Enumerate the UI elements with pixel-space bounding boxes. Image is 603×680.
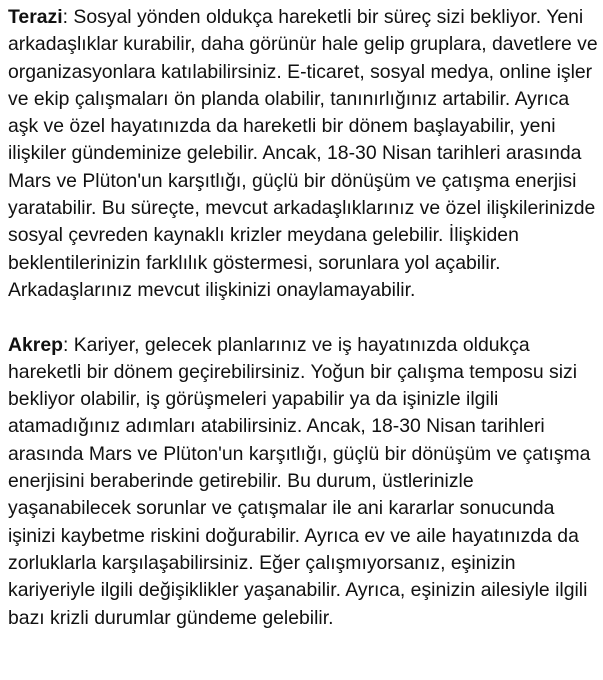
horoscope-text-akrep: Kariyer, gelecek planlarınız ve iş hayatınızda oldukça hareketli bir dönem geçirebilirsiniz. Yoğun bir çalışma temposu sizi bekliyor olabilir, iş görüşmeleri yapabilir ya da işinizle ilgili atamadığınız adımları atabilirsiniz. Ancak, 18-30 Nisan tarihleri arasında Mars ve Plüton'un karşıtlığı, güçlü bir dönüşüm ve çatışma enerjisini beraberinde getirebilir. Bu durum, üstlerinizle yaşanabilecek sorunlar ve çatışmalar ile ani kararlar sonucunda işinizi kaybetme riskini doğurabilir. Ayrıca ev ve aile hayatınızda da zorluklarla karşılaşabilirsiniz. Eğer çalışmıyorsanız, eşinizin kariyeriyle ilgili değişiklikler yaşanabilir. Ayrıca, eşinizin ailesiyle ilgili bazı krizli durumlar gündeme gelebilir. xyxy=(8,333,591,629)
sign-separator: : xyxy=(62,6,74,28)
sign-separator: : xyxy=(62,333,74,356)
horoscope-paragraph-terazi xyxy=(8,4,598,304)
horoscope-paragraph-akrep xyxy=(8,332,598,632)
sign-name-akrep: Akrep xyxy=(8,333,63,356)
sign-name-terazi: Terazi xyxy=(8,6,63,28)
horoscope-text-terazi: Sosyal yönden oldukça hareketli bir süreç sizi bekliyor. Yeni arkadaşlıklar kurabilir, daha görünür hale gelip gruplara, davetlere ve organizasyonlara katılabilirsiniz. E-ticaret, sosyal medya, online işler ve ekip çalışmaları ön planda olabilir, tanınırlığınız artabilir. Ayrıca aşk ve özel hayatınızda da hareketli bir dönem başlayabilir, yeni ilişkiler gündeminize gelebilir. Ancak, 18-30 Nisan tarihleri arasında Mars ve Plüton'un karşıtlığı, güçlü bir dönüşüm ve çatışma enerjisi yaratabilir. Bu süreçte, mevcut arkadaşlıklarınız ve özel ilişkilerinizde sosyal çevreden kaynaklı krizler meydana gelebilir. İlişkiden beklentilerinizin farklılık göstermesi, sorunlara yol açabilir. Arkadaşlarınız mevcut ilişkinizi onaylamayabilir. xyxy=(8,6,598,301)
article-body xyxy=(8,4,598,632)
